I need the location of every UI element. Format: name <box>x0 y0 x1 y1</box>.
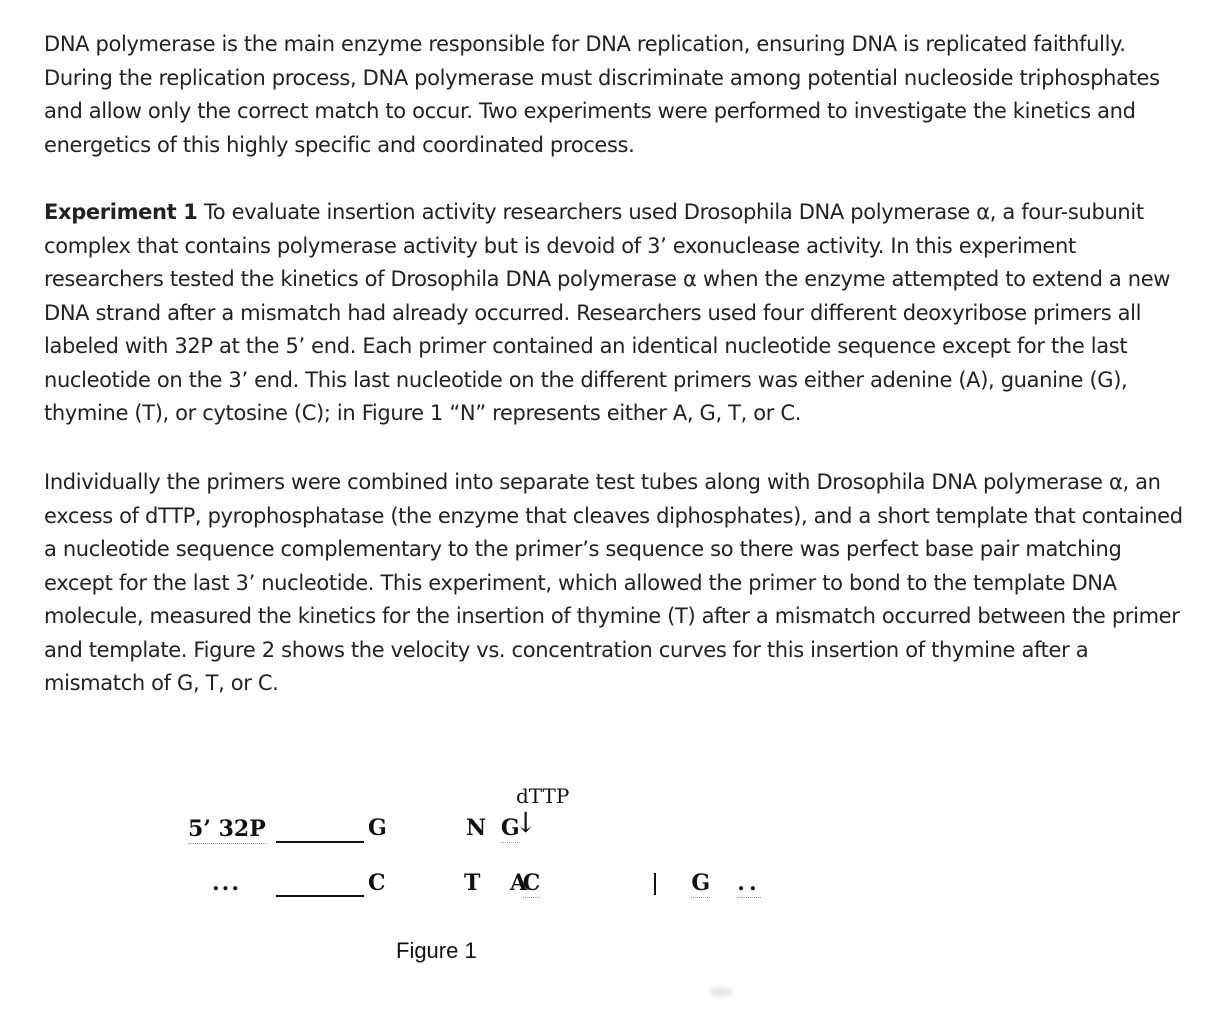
primer-5prime-label: 5’ 32P <box>188 816 266 842</box>
template-base-5: G <box>691 870 711 896</box>
scan-smudge <box>710 987 732 997</box>
template-base-4: A <box>510 870 528 896</box>
down-arrow-icon: ↓ <box>514 806 538 839</box>
primer-base-1: G <box>368 815 387 841</box>
template-base-3: T <box>464 870 481 896</box>
template-end-bar <box>654 873 656 895</box>
template-base-1: C <box>368 870 386 896</box>
primer-strand-line <box>276 841 364 843</box>
template-leading-dots: ... <box>212 870 241 896</box>
primer-base-n: N <box>466 815 487 841</box>
experiment1-paragraph <box>44 196 1194 431</box>
experiment1-text: To evaluate insertion activity researchers used Drosophila DNA polymerase α, a four-subunit complex that contains polymerase activity but is devoid of 3’ exonuclease activity. In this experiment researchers tested the kinetics of Drosophila DNA polymerase α when the enzyme attempted to extend a new DNA strand after a mismatch had already occurred. Researchers used four different deoxyribose primers all labeled with 32P at the 5’ end. Each primer contained an identical nucleotide sequence except for the last nucleotide on the 3’ end. This last nucleotide on the different primers was either adenine (A), guanine (G), thymine (T), or cytosine (C); in Figure 1 “N” represents either A, G, T, or C. <box>44 200 1171 425</box>
primer-base-2: G <box>500 815 520 841</box>
experiment1-label: Experiment 1 <box>44 200 198 224</box>
dttp-label: dTTP <box>516 784 570 808</box>
template-trailing-dots: .. <box>737 870 761 896</box>
template-base-2: C <box>522 870 541 896</box>
procedure-paragraph: Individually the primers were combined into separate test tubes along with Drosophila DNA polymerase α, an excess of dTTP, pyrophosphatase (the enzyme that cleaves diphosphates), and a short template that contained a nucleotide sequence complementary to the primer’s sequence so there was perfect base pair matching except for the last 3’ nucleotide. This experiment, which allowed the primer to bond to the template DNA molecule, measured the kinetics for the insertion of thymine (T) after a mismatch occurred between the primer and template. Figure 2 shows the velocity vs. concentration curves for this insertion of thymine after a mismatch of G, T, or C. <box>44 470 1183 695</box>
template-strand-line <box>276 895 364 897</box>
figure-caption: Figure 1 <box>396 938 477 963</box>
intro-paragraph: DNA polymerase is the main enzyme responsible for DNA replication, ensuring DNA is replicated faithfully. During the replication process, DNA polymerase must discriminate among potential nucleoside triphosphates and allow only the correct match to occur. Two experiments were performed to investigate the kinetics and energetics of this highly specific and coordinated process. <box>44 32 1160 157</box>
